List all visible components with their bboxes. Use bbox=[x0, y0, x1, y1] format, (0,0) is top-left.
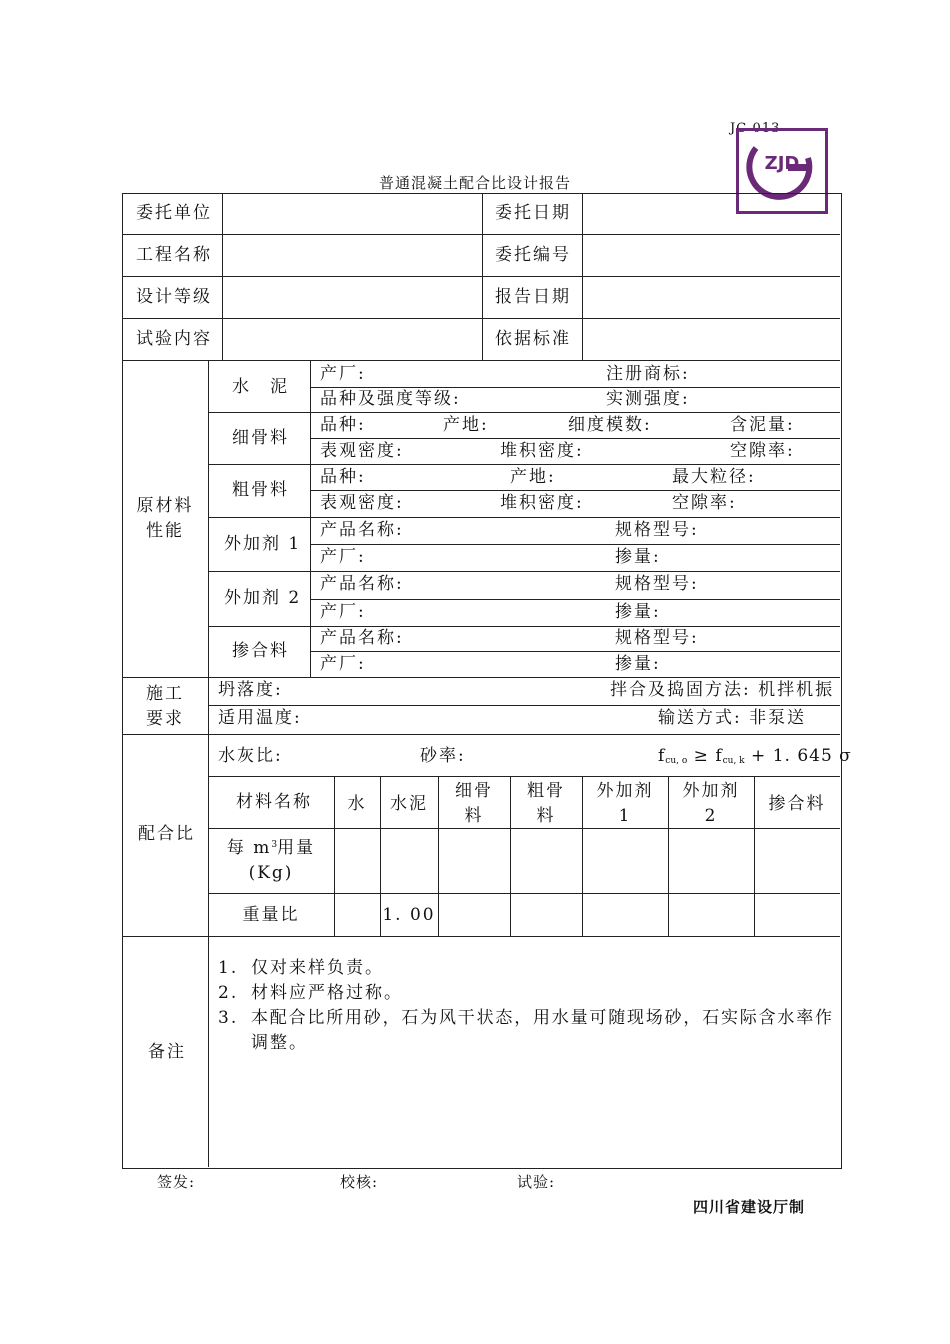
remark-3-line2: 调整。 bbox=[251, 1033, 308, 1053]
mix-section-label: 配合比 bbox=[138, 824, 195, 844]
col-water: 水 bbox=[347, 794, 367, 814]
signature-issue-label: 签发: bbox=[157, 1173, 196, 1191]
col-material-name: 材料名称 bbox=[236, 792, 312, 812]
cement-manufacturer: 产厂: bbox=[320, 364, 366, 384]
coarse-max-size: 最大粒径: bbox=[672, 467, 756, 487]
admixture1-label: 外加剂 1 bbox=[224, 534, 302, 554]
design-grade-label: 设计等级 bbox=[136, 287, 212, 307]
materials-section-label: 原材料 性能 bbox=[136, 496, 194, 541]
fine-modulus: 细度模数: bbox=[568, 415, 652, 435]
fine-aggregate-label: 细骨料 bbox=[232, 428, 289, 448]
mineral-spec: 规格型号: bbox=[615, 628, 699, 648]
coarse-aggregate-label: 粗骨料 bbox=[232, 480, 289, 500]
remark-1-number: 1. bbox=[218, 958, 239, 978]
admixture1-spec: 规格型号: bbox=[615, 520, 699, 540]
sand-ratio-label: 砂率: bbox=[420, 746, 466, 766]
mineral-manufacturer: 产厂: bbox=[320, 654, 366, 674]
issuer-note: 四川省建设厅制 bbox=[693, 1198, 806, 1216]
test-content-label: 试验内容 bbox=[136, 329, 212, 349]
fine-void-ratio: 空隙率: bbox=[730, 441, 795, 461]
admixture1-dosage: 掺量: bbox=[615, 547, 661, 567]
col-admixture2: 外加剂 2 bbox=[682, 781, 740, 826]
mineral-admixture-label: 掺合料 bbox=[232, 641, 289, 661]
admixture2-label: 外加剂 2 bbox=[224, 588, 302, 608]
col-coarse-aggregate: 粗骨 料 bbox=[527, 781, 565, 826]
coarse-variety: 品种: bbox=[320, 467, 366, 487]
admixture1-name: 产品名称: bbox=[320, 520, 404, 540]
fine-mud-content: 含泥量: bbox=[730, 415, 795, 435]
col-fine-aggregate: 细骨 料 bbox=[455, 781, 493, 826]
cement-weight-ratio: 1. 00 bbox=[382, 905, 436, 925]
remark-3-line1: 本配合比所用砂，石为风干状态，用水量可随现场砂，石实际含水率作 bbox=[251, 1008, 834, 1028]
water-cement-ratio-label: 水灰比: bbox=[218, 746, 283, 766]
row-weight-ratio-label: 重量比 bbox=[242, 905, 300, 925]
logo-text: ZJD bbox=[764, 153, 800, 174]
fine-apparent-density: 表观密度: bbox=[320, 441, 404, 461]
fine-origin: 产地: bbox=[443, 415, 489, 435]
cement-grade: 品种及强度等级: bbox=[320, 389, 461, 409]
admixture2-manufacturer: 产厂: bbox=[320, 602, 366, 622]
transport-method: 输送方式: 非泵送 bbox=[658, 708, 807, 728]
remark-1: 仅对来样负责。 bbox=[251, 958, 384, 978]
remark-2: 材料应严格过称。 bbox=[251, 983, 403, 1003]
temperature-label: 适用温度: bbox=[218, 708, 302, 728]
cement-trademark: 注册商标: bbox=[606, 364, 690, 384]
coarse-void-ratio: 空隙率: bbox=[672, 493, 737, 513]
signature-check-label: 校核: bbox=[340, 1173, 379, 1191]
mineral-dosage: 掺量: bbox=[615, 654, 661, 674]
remarks-label: 备注 bbox=[148, 1042, 186, 1062]
entrust-number-label: 委托编号 bbox=[495, 245, 571, 265]
coarse-apparent-density: 表观密度: bbox=[320, 493, 404, 513]
admixture2-dosage: 掺量: bbox=[615, 602, 661, 622]
admixture2-name: 产品名称: bbox=[320, 574, 404, 594]
client-unit-label: 委托单位 bbox=[136, 203, 212, 223]
fine-bulk-density: 堆积密度: bbox=[500, 441, 584, 461]
slump-label: 坍落度: bbox=[218, 680, 283, 700]
col-mineral-admixture: 掺合料 bbox=[768, 794, 826, 814]
admixture2-spec: 规格型号: bbox=[615, 574, 699, 594]
remark-3-number: 3. bbox=[218, 1008, 239, 1028]
coarse-bulk-density: 堆积密度: bbox=[500, 493, 584, 513]
project-name-label: 工程名称 bbox=[136, 245, 212, 265]
report-title: 普通混凝土配合比设计报告 bbox=[378, 174, 571, 192]
remark-2-number: 2. bbox=[218, 983, 239, 1003]
col-cement: 水泥 bbox=[390, 794, 428, 814]
cement-strength: 实测强度: bbox=[606, 389, 690, 409]
fine-variety: 品种: bbox=[320, 415, 366, 435]
strength-formula: $f_{cu, o} \ge f_{cu, k} + 1$. 645 σ bbox=[658, 746, 852, 766]
document-code: JC-013 bbox=[730, 121, 781, 136]
admixture1-manufacturer: 产厂: bbox=[320, 547, 366, 567]
entrust-date-label: 委托日期 bbox=[495, 203, 571, 223]
cement-label: 水 泥 bbox=[232, 377, 289, 397]
mixing-method: 拌合及捣固方法: 机拌机振 bbox=[610, 680, 835, 700]
construction-section-label: 施工 要求 bbox=[146, 684, 184, 729]
report-date-label: 报告日期 bbox=[495, 287, 571, 307]
row-usage-label: 每 $m^3$用量 (Kg) bbox=[226, 838, 316, 883]
standard-label: 依据标准 bbox=[495, 329, 571, 349]
mineral-name: 产品名称: bbox=[320, 628, 404, 648]
signature-test-label: 试验: bbox=[517, 1173, 556, 1191]
col-admixture1: 外加剂 1 bbox=[596, 781, 654, 826]
coarse-origin: 产地: bbox=[510, 467, 556, 487]
